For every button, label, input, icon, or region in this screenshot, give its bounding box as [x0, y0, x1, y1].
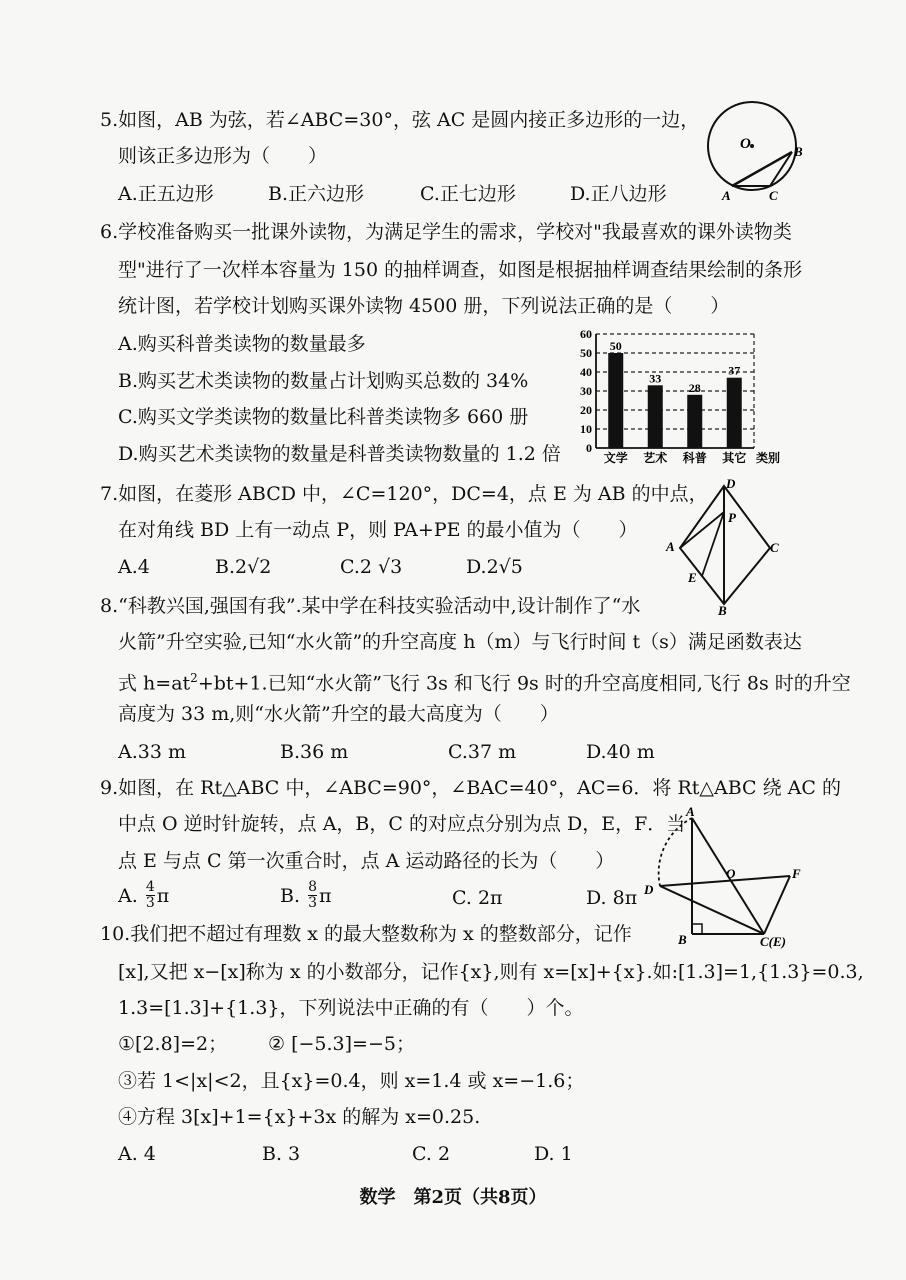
q7-option-d: D.2√5 — [466, 556, 523, 578]
q6-line-1: 6.学校准备购买一批课外读物，为满足学生的需求，学校对"我最喜欢的课外读物类 — [100, 221, 792, 243]
q6-option-c: C.购买文学类读物的数量比科普类读物多 660 册 — [118, 406, 529, 428]
q9-option-a-fraction — [146, 880, 155, 911]
q10-line-3: 1.3=[1.3]+{1.3}，下列说法中正确的有（ ）个。 — [118, 997, 584, 1019]
q9-line-3: 点 E 与点 C 第一次重合时，点 A 运动路径的长为（ ） — [118, 850, 615, 872]
q5-circle-figure — [700, 98, 812, 206]
label-b: B — [718, 603, 727, 616]
q9-option-d: D. 8π — [586, 887, 638, 909]
q10-item-2: ② [−5.3]=−5； — [268, 1033, 415, 1055]
q8-line-3 — [118, 666, 851, 695]
q6-bar-chart — [568, 320, 788, 472]
q10-option-a: A. 4 — [118, 1143, 156, 1165]
q7-option-c: C.2 √3 — [340, 556, 403, 578]
x-tick-label: 艺术 — [643, 451, 668, 465]
q9-option-b — [280, 880, 331, 911]
label-a: A — [686, 804, 695, 819]
q8-line-2: 火箭”升空实验,已知“水火箭”的升空高度 h（m）与飞行时间 t（s）满足函数表达 — [118, 631, 802, 653]
label-a: A — [722, 188, 731, 202]
numerator: 4 — [145, 879, 155, 895]
denominator: 3 — [308, 895, 317, 911]
q7-line-2: 在对角线 BD 上有一动点 P，则 PA+PE 的最小值为（ ） — [118, 519, 638, 541]
q8-line-3-end: +bt+1.已知“水火箭”飞行 3s 和飞行 9s 时的升空高度相同,飞行 8s 时的升空 — [197, 672, 851, 695]
q10-option-c: C. 2 — [412, 1143, 451, 1165]
q9-option-c: C. 2π — [452, 887, 503, 909]
q5-line-1: 5.如图，AB 为弦，若∠ABC=30°，弦 AC 是圆内接正多边形的一边， — [100, 109, 700, 131]
q5-option-b: B.正六边形 — [268, 183, 365, 205]
q9-option-a — [118, 880, 169, 911]
q7-line-1: 7.如图，在菱形 ABCD 中，∠C=120°，DC=4，点 E 为 AB 的中点， — [100, 483, 708, 505]
y-tick-label: 10 — [580, 422, 592, 436]
data-label: 28 — [688, 380, 701, 395]
y-tick-label: 0 — [586, 441, 592, 455]
q9-option-b-pi: π — [318, 884, 332, 907]
numerator: 8 — [308, 879, 317, 895]
denominator: 3 — [145, 895, 155, 911]
q10-item-3: ③若 1<|x|<2，且{x}=0.4，则 x=1.4 或 x=−1.6； — [118, 1070, 585, 1092]
q8-option-b: B.36 m — [280, 741, 349, 763]
q10-line-1: 10.我们把不超过有理数 x 的最大整数称为 x 的整数部分，记作 — [100, 923, 632, 945]
q9-option-a-letter: A. — [118, 884, 138, 907]
label-d: D — [644, 882, 654, 897]
label-c: C — [769, 188, 778, 202]
q6-option-a: A.购买科普类读物的数量最多 — [118, 333, 366, 355]
q10-option-b: B. 3 — [262, 1143, 301, 1165]
q8-option-a: A.33 m — [118, 741, 186, 763]
q5-option-d: D.正八边形 — [570, 183, 667, 205]
q10-line-2: [x],又把 x−[x]称为 x 的小数部分，记作{x},则有 x=[x]+{x}.如:[1.3]=1,{1.3}=0.3, — [118, 961, 864, 983]
q9-option-b-fraction — [308, 880, 317, 911]
q7-option-b: B.2√2 — [215, 556, 272, 578]
q5-option-c: C.正七边形 — [420, 183, 516, 205]
label-f: F — [792, 866, 801, 881]
data-label: 50 — [609, 339, 622, 353]
label-ce: C(E) — [760, 934, 786, 949]
q8-line-4: 高度为 33 m,则“水火箭”升空的最大高度为（ ） — [118, 703, 559, 725]
bar-艺术 — [648, 385, 663, 448]
label-b: B — [794, 144, 803, 159]
y-tick-label: 50 — [580, 346, 592, 360]
q7-rhombus-figure — [662, 476, 788, 620]
q8-option-c: C.37 m — [448, 741, 517, 763]
q8-line-3-start: 式 h=at — [118, 672, 191, 695]
label-c: C — [770, 540, 779, 555]
label-b: B — [678, 932, 687, 947]
label-a: A — [666, 539, 675, 554]
y-tick-label: 60 — [580, 327, 592, 341]
q8-line-1: 8.“科教兴国,强国有我”.某中学在科技实验活动中,设计制作了“水 — [100, 595, 641, 617]
q5-option-a: A.正五边形 — [118, 183, 214, 205]
y-tick-label: 30 — [580, 384, 592, 398]
q10-item-4: ④方程 3[x]+1={x}+3x 的解为 x=0.25. — [118, 1106, 481, 1128]
q6-line-2: 型"进行了一次样本容量为 150 的抽样调查，如图是根据抽样调查结果绘制的条形 — [118, 259, 803, 281]
x-tick-label: 其它 — [722, 451, 747, 465]
q10-item-1: ①[2.8]=2； — [118, 1033, 228, 1055]
label-p: P — [728, 510, 736, 525]
q9-option-a-pi: π — [156, 884, 170, 907]
q6-line-3: 统计图，若学校计划购买课外读物 4500 册，下列说法正确的是（ ） — [118, 295, 730, 317]
x-tick-label: 科普 — [682, 451, 707, 465]
page-footer: 数学 第2页（共8页） — [359, 1187, 547, 1208]
bar-文学 — [608, 353, 623, 448]
label-o: O — [740, 136, 751, 152]
q9-rotation-figure — [640, 804, 810, 954]
q9-option-b-letter: B. — [280, 884, 301, 907]
data-label: 37 — [728, 363, 741, 378]
x-axis-label: 类别 — [756, 451, 781, 465]
label-e: E — [688, 570, 697, 585]
y-tick-label: 40 — [580, 365, 592, 379]
q8-option-d: D.40 m — [586, 741, 655, 763]
y-tick-label: 20 — [580, 403, 592, 417]
q6-option-b: B.购买艺术类读物的数量占计划购买总数的 34% — [118, 370, 529, 392]
data-label: 33 — [649, 371, 662, 386]
q10-option-d: D. 1 — [534, 1143, 573, 1165]
q6-option-d: D.购买艺术类读物的数量是科普类读物数量的 1.2 倍 — [118, 443, 561, 465]
label-d: D — [726, 476, 736, 491]
q8-exponent: 2 — [190, 671, 198, 685]
x-tick-label: 文学 — [603, 451, 628, 465]
q9-line-1: 9.如图，在 Rt△ABC 中，∠ABC=90°，∠BAC=40°，AC=6．将 Rt△ABC 绕 AC 的 — [100, 777, 841, 799]
q7-option-a: A.4 — [118, 556, 150, 578]
bar-科普 — [687, 395, 702, 448]
q9-line-2: 中点 O 逆时针旋转，点 A，B，C 的对应点分别为点 D，E，F．当 — [118, 813, 686, 835]
q5-line-2: 则该正多边形为（ ） — [118, 145, 328, 167]
label-o: O — [726, 866, 736, 881]
bar-其它 — [727, 378, 742, 448]
